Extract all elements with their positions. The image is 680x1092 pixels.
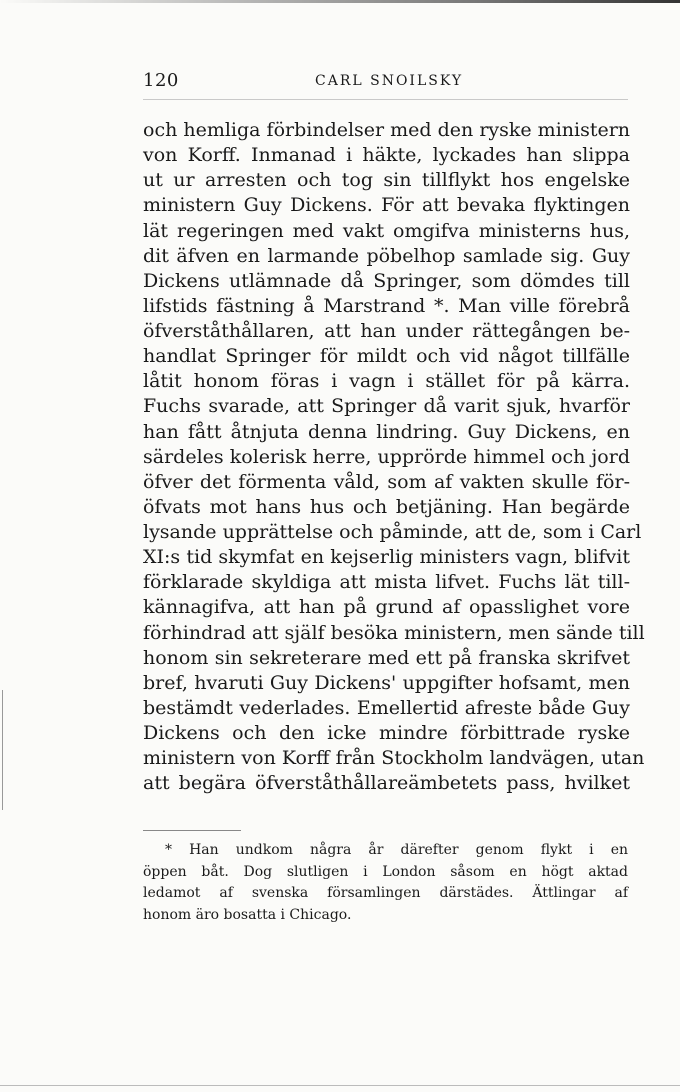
body-line: XI:s tid skymfat en kejserlig ministers vagn, blifvit	[143, 546, 630, 569]
body-line: handlat Springer för mildt och vid något tillfälle	[143, 345, 630, 368]
page-number: 120	[143, 70, 179, 91]
body-line: att begära öfverståthållareämbetets pass, hvilket	[143, 772, 630, 795]
footnote-line: ledamot af svenska församlingen därstädes. Ättlingar af	[143, 885, 628, 902]
body-line: Dickens och den icke mindre förbittrade ryske	[143, 722, 630, 744]
body-line: dit äfven en larmande pöbelhop samlade sig. Guy	[143, 244, 630, 267]
footnote-line: honom äro bosatta i Chicago.	[143, 907, 352, 924]
top-edge-rule	[0, 0, 680, 3]
body-line: öfvats mot hans hus och betjäning. Han begärde	[143, 495, 630, 518]
footnote-rule	[143, 830, 241, 831]
body-line: ut ur arresten och tog sin tillflykt hos engelske	[143, 169, 630, 192]
body-line: lysande upprättelse och påminde, att de, som i Carl	[143, 521, 642, 543]
body-line: bref, hvaruti Guy Dickens' uppgifter hofsamt, men	[143, 671, 630, 694]
body-line: särdeles kolerisk herre, upprörde himmel och jord	[143, 445, 630, 468]
body-line: låtit honom föras i vagn i stället för på kärra.	[143, 370, 630, 393]
footnote-line: * Han undkom några år därefter genom flykt i en	[165, 842, 628, 858]
running-head: CARL SNOILSKY	[315, 73, 464, 89]
page-edge-mark	[2, 690, 3, 810]
body-line: han fått åtnjuta denna lindring. Guy Dickens, en	[143, 420, 630, 443]
body-line: Fuchs svarade, att Springer då varit sjuk, hvarför	[143, 395, 630, 418]
body-text	[143, 118, 645, 796]
body-line: kännagifva, att han på grund af opasslighet vore	[143, 596, 630, 619]
body-line: ministern von Korff från Stockholm landvägen, utan	[143, 747, 645, 770]
header-rule	[143, 99, 628, 100]
page-header	[143, 70, 630, 94]
body-line: förklarade skyldiga att mista lifvet. Fuchs lät till-	[143, 571, 630, 594]
body-line: honom sin sekreterare med ett på franska skrifvet	[143, 646, 630, 669]
body-line: lifstids fästning å Marstrand *. Man ville förebrå	[143, 294, 630, 317]
body-line: öfverståthållaren, att han under rättegången be-	[143, 320, 630, 342]
bottom-edge-rule	[0, 1085, 680, 1086]
footnote-line: öppen båt. Dog slutligen i London såsom en högt aktad	[143, 863, 628, 880]
body-line: Dickens utlämnade då Springer, som dömdes till	[143, 269, 630, 292]
body-line: von Korff. Inmanad i häkte, lyckades han slippa	[143, 144, 630, 167]
body-line: ministern Guy Dickens. För att bevaka flyktingen	[143, 194, 630, 217]
body-line: bestämdt vederlades. Emellertid afreste både Guy	[143, 696, 630, 719]
body-line: lät regeringen med vakt omgifva ministerns hus,	[143, 219, 630, 242]
body-line: öfver det förmenta våld, som af vakten skulle för-	[143, 470, 630, 493]
body-line: och hemliga förbindelser med den ryske ministern	[143, 119, 631, 141]
body-line: förhindrad att själf besöka ministern, men sände till	[143, 621, 645, 644]
footnote	[143, 840, 628, 927]
